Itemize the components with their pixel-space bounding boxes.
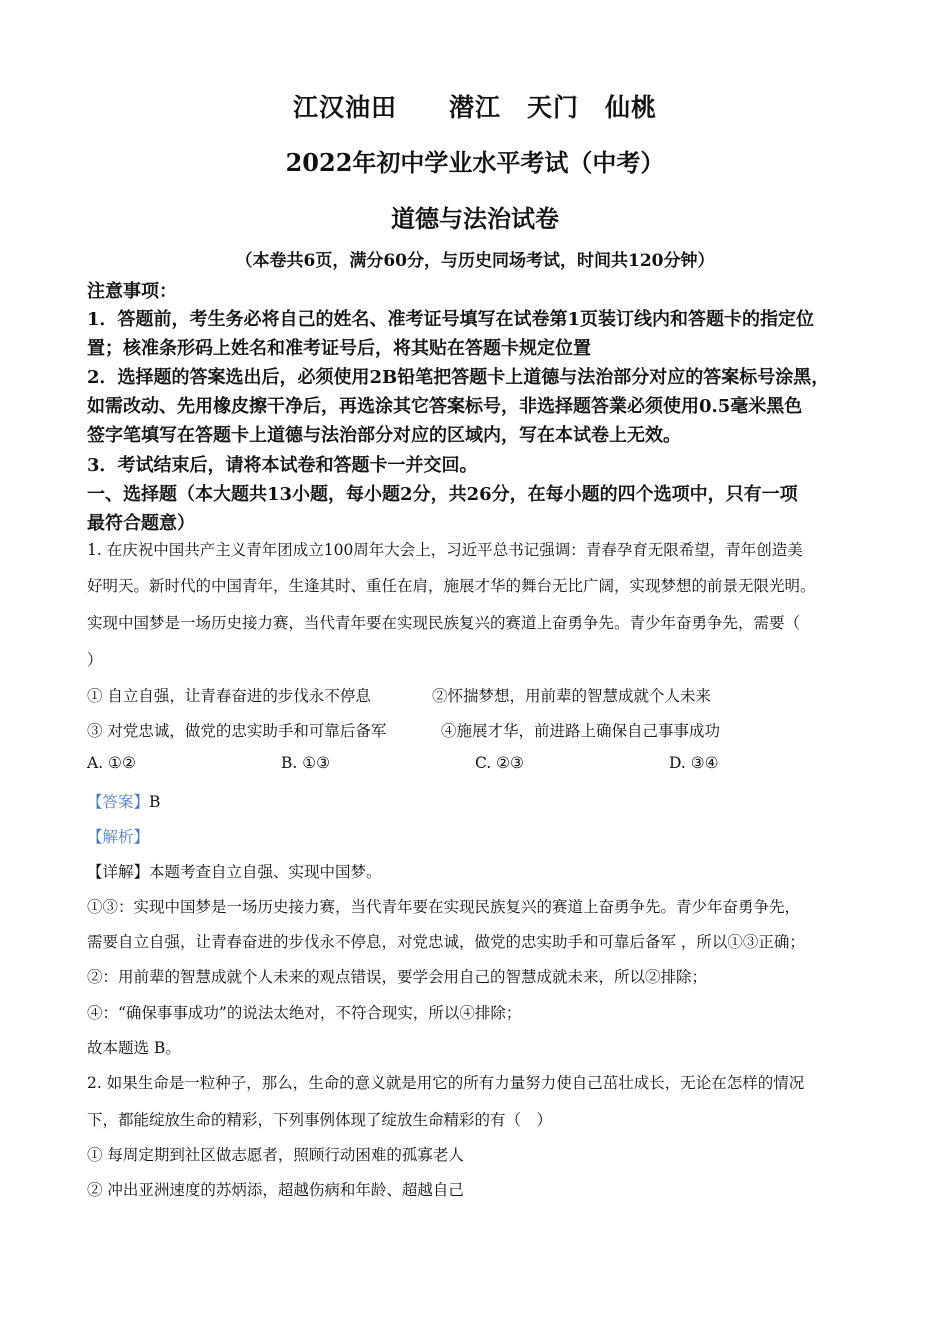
q1-answer (87, 790, 160, 812)
section-heading: 一、选择题（本大题共13小题，每小题2分，共26分，在每小题的四个选项中，只有一项 (87, 484, 798, 505)
section-heading-cont: 最符合题意） (87, 513, 195, 534)
q1-analysis-label: 【解析】 (87, 828, 150, 846)
q1-detail-line: 需要自立自强，让青春奋进的步伐永不停息，对党忠诚，做党的忠实助手和可靠后备军 ，所以①③正确； (87, 933, 805, 951)
q1-item: ③ 对党忠诚，做党的忠实助手和可靠后备军 (87, 722, 387, 740)
answer-label: 【答案】 (87, 793, 150, 811)
exam-title: 2022年初中学业水平考试（中考） (285, 148, 665, 177)
q1-detail-line: ②：用前辈的智慧成就个人未来的观点错误，要学会用自己的智慧成就未来，所以②排除； (87, 968, 708, 986)
q1-detail-line: ④：“确保事事成功”的说法太绝对，不符合现实，所以④排除； (87, 1004, 522, 1022)
q1-option-d: D. ③④ (669, 754, 719, 772)
note-line: 1．答题前，考生务必将自己的姓名、准考证号填写在试卷第1页装订线内和答题卡的指定位 (87, 309, 815, 330)
notes-heading: 注意事项： (87, 281, 177, 302)
exam-subject: 道德与法治试卷 (391, 204, 559, 233)
note-line: 签字笔填写在答题卡上道德与法治部分对应的区域内，写在本试卷上无效。 (87, 425, 681, 446)
q1-item: ④施展才华，前进路上确保自己事事成功 (441, 722, 721, 740)
q2-item: ① 每周定期到社区做志愿者，照顾行动困难的孤寡老人 (87, 1146, 464, 1164)
q1-stem-line: 实现中国梦是一场历史接力赛，当代青年要在实现民族复兴的赛道上奋勇争先。青少年奋勇争先，需要（ (87, 614, 801, 632)
q2-stem-line: 下，都能绽放生命的精彩，下列事例体现了绽放生命精彩的有（ ） (87, 1111, 553, 1129)
note-line: 置；核准条形码上姓名和准考证号后，将其贴在答题卡规定位置 (87, 338, 591, 359)
answer-value: B (149, 793, 161, 811)
note-line: 2．选择题的答案选出后，必须使用2B铅笔把答题卡上道德与法治部分对应的答案标号涂黑， (87, 367, 830, 388)
q2-item: ② 冲出亚洲速度的苏炳添，超越伤病和年龄、超越自己 (87, 1181, 464, 1199)
note-line: 3．考试结束后，请将本试卷和答题卡一并交回。 (87, 455, 478, 476)
q1-item: ②怀揣梦想，用前辈的智慧成就个人未来 (432, 687, 712, 705)
q1-detail-line: ①③：实现中国梦是一场历史接力赛，当代青年要在实现民族复兴的赛道上奋勇争先。青少年奋勇争先， (87, 898, 801, 916)
q1-detail-line: 【详解】本题考查自立自强、实现中国梦。 (87, 863, 382, 881)
q1-detail-line: 故本题选 B。 (87, 1039, 181, 1057)
q1-option-c: C. ②③ (475, 754, 524, 772)
q1-stem-line: 1. 在庆祝中国共产主义青年团成立100周年大会上，习近平总书记强调：青春孕育无限希望，青年创造美 (87, 541, 803, 559)
q1-option-a: A. ①② (87, 754, 136, 772)
q1-option-b: B. ①③ (281, 754, 331, 772)
q2-stem-line: 2. 如果生命是一粒种子，那么，生命的意义就是用它的所有力量努力使自己茁壮成长，无论在怎样的情况 (87, 1074, 805, 1092)
q1-stem-line: ） (87, 651, 103, 669)
exam-regions: 江汉油田 潜江 天门 仙桃 (292, 93, 657, 122)
q1-item: ① 自立自强，让青春奋进的步伐永不停息 (87, 687, 371, 705)
exam-info: （本卷共6页，满分60分，与历史同场考试，时间共120分钟） (235, 251, 715, 271)
q1-stem-line: 好明天。新时代的中国青年，生逢其时、重任在肩，施展才华的舞台无比广阔，实现梦想的前景无限光明。 (87, 577, 816, 595)
note-line: 如需改动、先用橡皮擦干净后，再选涂其它答案标号，非选择题答業必须使用0.5毫米黑色 (87, 396, 803, 417)
